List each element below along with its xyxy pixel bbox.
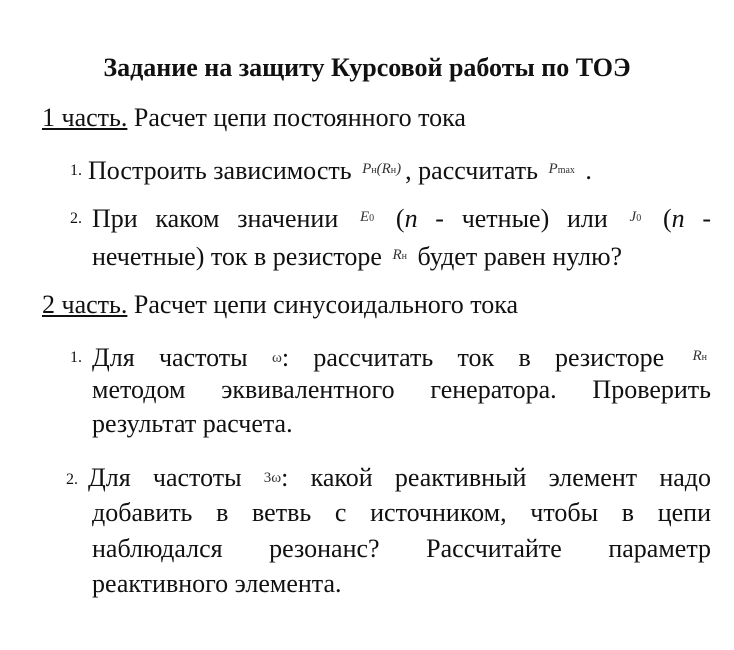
three-omega-symbol: 3ω <box>263 470 282 486</box>
part1-header <box>42 102 466 134</box>
part2-heading: Расчет цепи синусоидального тока <box>133 290 519 319</box>
part1-item2-number: 2. <box>70 210 82 227</box>
part1-item1-t2: , рассчитать <box>405 156 539 185</box>
part2-item1-number: 1. <box>70 349 82 366</box>
part2-item1-line3: результат расчета. <box>92 409 293 438</box>
omega-symbol: ω <box>271 350 282 366</box>
part2-label: 2 часть. <box>42 290 128 319</box>
p-load-of-r-symbol: Pн(Rн) <box>362 161 402 177</box>
part2-item2-line4: реактивного элемента. <box>92 569 342 598</box>
part2-item1-line1: Для частоты ω: рассчитать ток в резисторе $^{Rн}$ <box>92 343 708 372</box>
pmax-symbol: Pmax <box>548 161 575 177</box>
part2-item2-line2: добавить в ветвь с источником, чтобы в цепи <box>92 498 711 527</box>
part2-item1-line2: методом эквивалентного генератора. Проверить <box>92 375 711 404</box>
part2-header <box>42 289 518 321</box>
part1-item2-line1: При каком значении $^{E0}$ (n - четные) или $^{J0}$ (n - <box>92 204 712 233</box>
e0-symbol: E0 <box>359 209 375 225</box>
j0-symbol: J0 <box>629 209 642 225</box>
part2-item2-number: 2. <box>66 471 78 488</box>
part1-label: 1 часть. <box>42 103 128 132</box>
part1-item1-number: 1. <box>70 162 82 179</box>
document-title: Задание на защиту Курсовой работы по ТОЭ <box>103 53 631 82</box>
part1-heading: Расчет цепи постоянного тока <box>133 103 466 132</box>
part1-item1-t1: Построить зависимость <box>88 156 352 185</box>
r-load-symbol-2: Rн <box>692 348 708 364</box>
part1-item1-t3: . <box>585 156 592 185</box>
part2-item2-line1: Для частоты 3ω: какой реактивный элемент надо <box>88 463 711 492</box>
part2-item2-line3: наблюдался резонанс? Рассчитайте параметр <box>92 534 711 563</box>
part1-item1-text <box>88 152 592 188</box>
r-load-symbol: Rн <box>392 247 407 263</box>
part1-item2-line2: нечетные) ток в резисторе $^{Rн}$ будет равен нулю? <box>92 242 623 271</box>
